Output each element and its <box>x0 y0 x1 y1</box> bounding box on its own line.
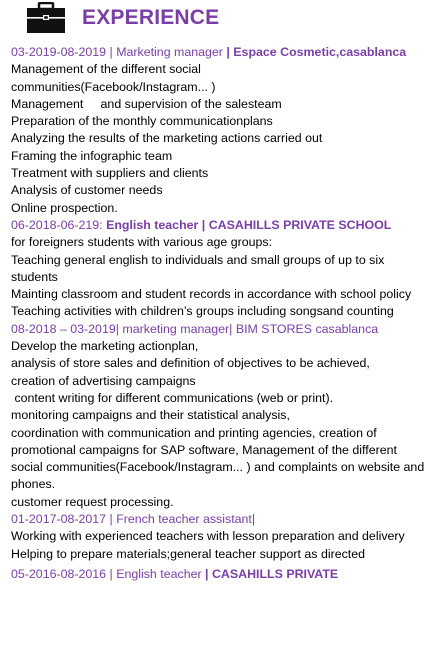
job-line: Treatment with suppliers and clients <box>11 166 209 181</box>
job-line: Management and supervision of the salesteam <box>11 96 282 111</box>
job-line: Preparation of the monthly communicationplans <box>11 114 273 129</box>
job-company: CASAHILLS PRIVATE <box>211 566 339 581</box>
briefcase-icon <box>26 2 66 34</box>
job-company: CASAHILLS PRIVATE SCHOOL <box>208 217 392 232</box>
job-line: Teaching activities with children’s groups including songsand counting <box>11 304 394 319</box>
job-date: 06-2018-06-219: <box>11 217 103 232</box>
job-heading: 03-2019-08-2019 | Marketing manager | Espace Cosmetic,casablanca <box>11 45 407 59</box>
job-line: Working with experienced teachers with lesson preparation and delivery <box>11 529 405 544</box>
job-line: Analyzing the results of the marketing actions carried out <box>11 131 323 146</box>
job-heading: 01-2017-08-2017 | French teacher assistant| <box>11 512 256 527</box>
job-date: 08-2018 – 03-2019 <box>11 321 116 336</box>
job-line: Helping to prepare materials;general teacher support as directed <box>11 546 366 561</box>
job-company: BIM STORES casablanca <box>235 321 379 336</box>
job-role: Marketing manager <box>116 45 223 59</box>
job-role: French teacher assistant <box>116 512 252 527</box>
job-line: Analysis of customer needs <box>11 183 163 198</box>
job-role: English teacher <box>116 566 202 581</box>
job-line: Mainting classroom and student records in accordance with school policy <box>11 287 412 302</box>
job-date: 05-2016-08-2016 <box>11 566 107 581</box>
job-line: Develop the marketing actionplan, <box>11 339 199 354</box>
experience-list <box>11 44 437 583</box>
job-role: English teacher <box>106 217 199 232</box>
job-line: customer request processing. <box>11 494 174 509</box>
job-entry <box>11 217 437 321</box>
job-entry <box>11 566 437 583</box>
job-line: analysis of store sales and definition of objectives to be achieved, creation of advertising campaigns <box>11 356 370 388</box>
job-line: Management of the different social communities(Facebook/Instagram... ) <box>11 62 216 94</box>
job-entry <box>11 511 437 563</box>
job-date: 03-2019-08-2019 <box>11 45 107 59</box>
job-line: for foreigners students with various age groups: <box>11 235 273 250</box>
job-role: marketing manager <box>122 321 230 336</box>
job-line: Framing the infographic team <box>11 148 173 163</box>
job-heading: 08-2018 – 03-2019| marketing manager| BIM STORES casablanca <box>11 321 379 336</box>
job-line: Online prospection. <box>11 200 118 215</box>
section-header <box>26 0 219 36</box>
job-heading: 06-2018-06-219: English teacher | CASAHILLS PRIVATE SCHOOL <box>11 217 392 232</box>
job-line: coordination with communication and printing agencies, creation of promotional campaigns for SAP software, Management of the different social communities(Facebook/Instagram... ) and complaints on website and phones. <box>11 425 425 492</box>
job-entry <box>11 44 437 217</box>
job-company: Espace Cosmetic,casablanca <box>233 45 407 59</box>
job-line: content writing for different communications (web or print). <box>11 390 334 405</box>
job-heading: 05-2016-08-2016 | English teacher | CASAHILLS PRIVATE <box>11 566 339 581</box>
section-title: EXPERIENCE <box>82 6 220 29</box>
job-line: monitoring campaigns and their statistical analysis, <box>11 408 290 423</box>
job-entry <box>11 321 437 511</box>
job-line: Teaching general english to individuals and small groups of up to six students <box>11 252 385 284</box>
job-date: 01-2017-08-2017 <box>11 512 107 527</box>
